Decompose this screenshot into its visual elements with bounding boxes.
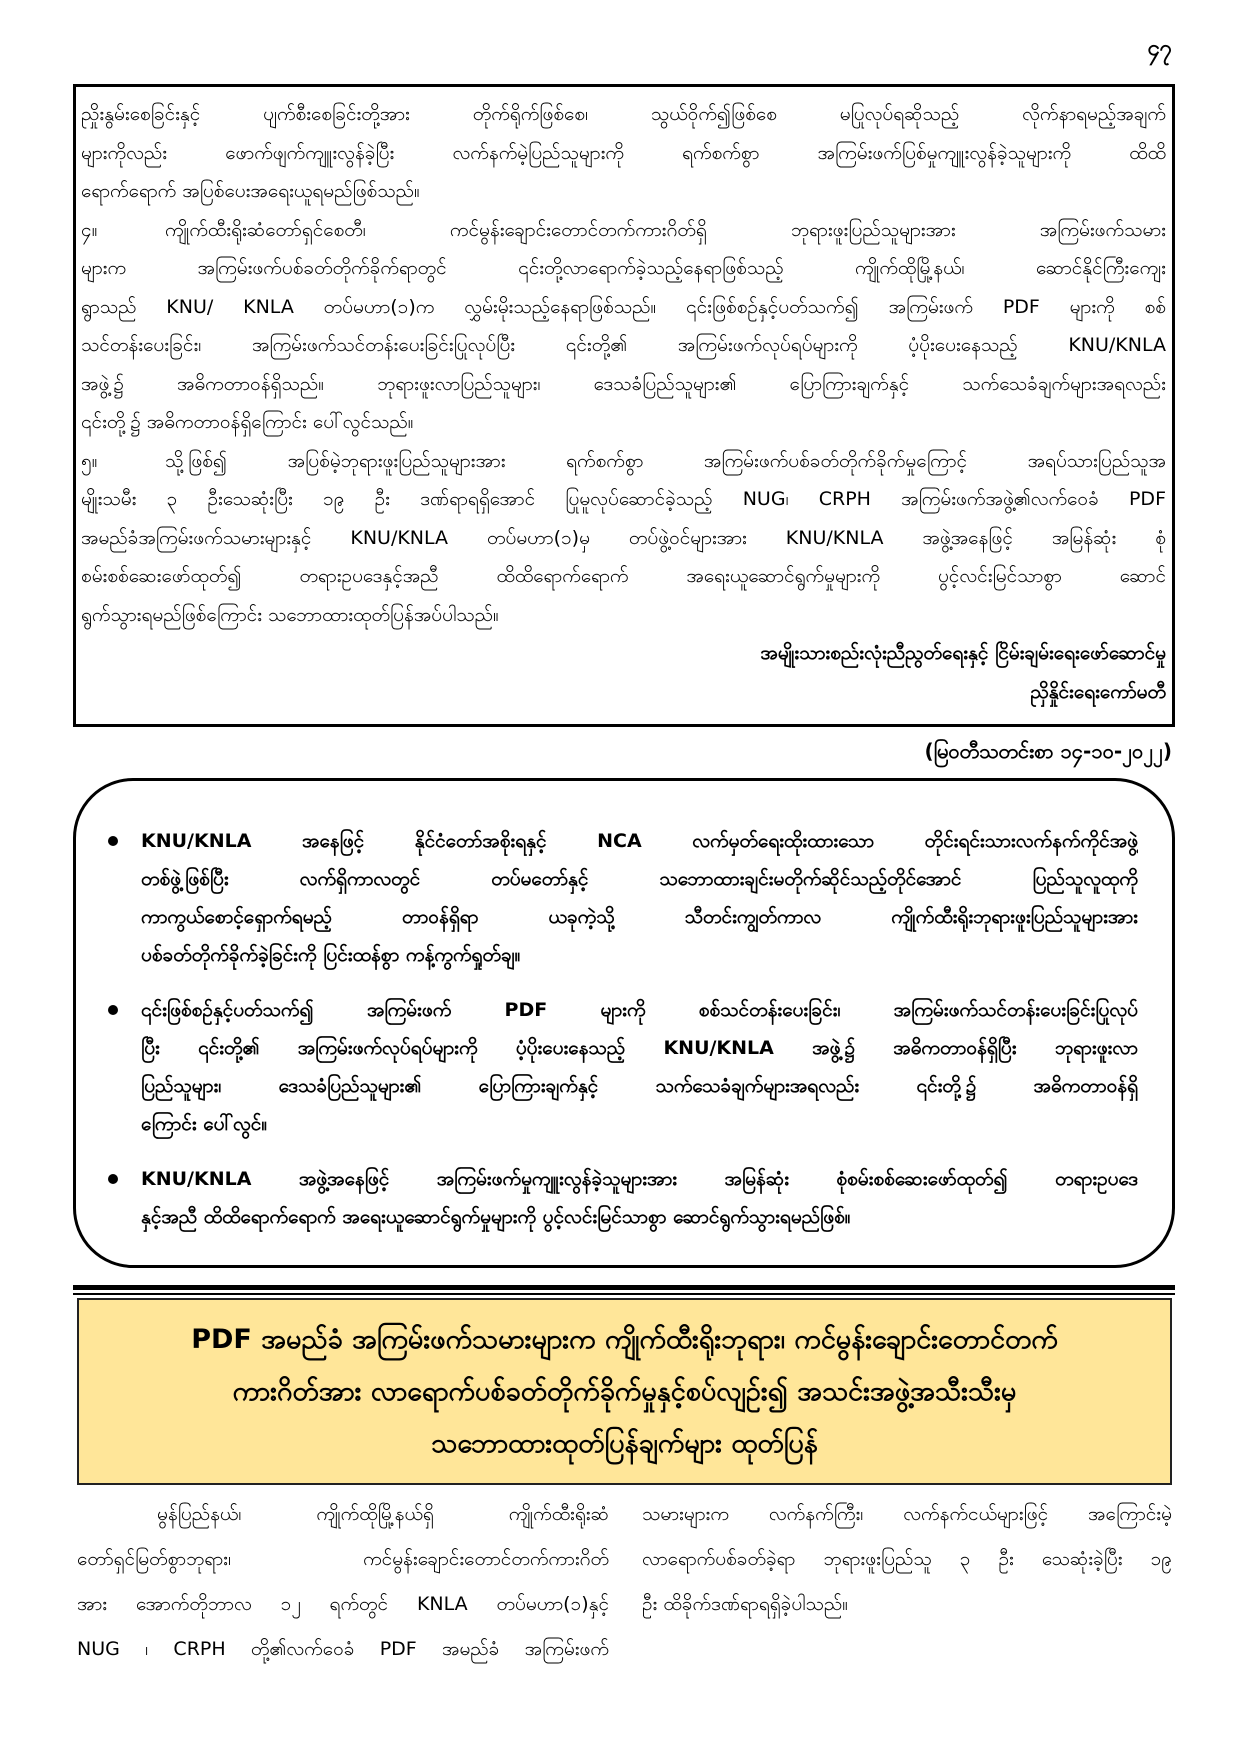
text-line: အမည်ခံအကြမ်းဖက်သမားများနှင့် KNU/KNLA တပ်မဟာ(၁)မှ တပ်ဖွဲ့ဝင်များအား KNU/KNLA အဖွဲ့အနေဖြင့် အမြန်ဆုံး စုံ — [81, 526, 1166, 549]
headline-line: ကားဂိတ်အား လာရောက်ပစ်ခတ်တိုက်ခိုက်မှုနှင့်စပ်လျဉ်း၍ အသင်းအဖွဲ့အသီးသီးမှ — [232, 1376, 1017, 1407]
statement-paragraph — [81, 211, 1166, 442]
article-line: မွန်ပြည်နယ်၊ ကျိုက်ထိုမြို့နယ်ရှိ ကျိုက်ထီးရိုးဆံ — [157, 1503, 609, 1525]
bullet-icon — [108, 1005, 118, 1015]
summary-bullet — [141, 1160, 1138, 1236]
bullet-text-line: ၎င်းဖြစ်စဉ်နှင့်ပတ်သက်၍ အကြမ်းဖက် PDF များကို စစ်သင်တန်းပေးခြင်း၊ အကြမ်းဖက်သင်တန်းပေးခြင်းပြုလုပ် — [141, 999, 1138, 1021]
source-citation: (မြဝတီသတင်းစာ ၁၄-၁၀-၂၀၂၂) — [924, 739, 1172, 763]
bullet-text-line: ပြီး ၎င်းတို့၏ အကြမ်းဖက်လုပ်ရပ်များကို ပံ့ပိုးပေးနေသည့် KNU/KNLA အဖွဲ့၌ အဓိကတာဝန်ရှိပြီး ဘုရားဖူးလာ — [141, 1037, 1138, 1059]
signature-line: အမျိုးသားစည်းလုံးညီညွတ်ရေးနှင့် ငြိမ်းချမ်းရေးဖော်ဆောင်မှု — [760, 642, 1166, 664]
bullet-text-line: KNU/KNLA အနေဖြင့် နိုင်ငံတော်အစိုးရနှင့် NCA လက်မှတ်ရေးထိုးထားသော တိုင်းရင်းသားလက်နက်ကိုင်အဖွဲ့ — [141, 830, 1138, 852]
statement-paragraph — [81, 442, 1166, 635]
bullet-text-line: ကာကွယ်စောင့်ရှောက်ရမည့် တာဝန်ရှိရာ ယခုကဲ့သို့ သီတင်းကျွတ်ကာလ ကျိုက်ထီးရိုးဘုရားဖူးပြည်သူများအား — [141, 906, 1138, 928]
headline-box — [77, 1298, 1172, 1485]
statement-paragraph — [81, 95, 1166, 211]
text-line: များကိုလည်း ဖောက်ဖျက်ကျူးလွန်ခဲ့ပြီး လက်နက်မဲ့ပြည်သူများကို ရက်စက်စွာ အကြမ်းဖက်ပြစ်မှုကျူးလွန်ခဲ့သူများကို ထိထိ — [81, 141, 1166, 164]
summary-bullet — [141, 822, 1138, 974]
text-line: ရွက်သွားရမည်ဖြစ်ကြောင်း သဘောထားထုတ်ပြန်အပ်ပါသည်။ — [81, 603, 499, 626]
bullet-text-line: ပြည်သူများ၊ ဒေသခံပြည်သူများ၏ ပြောကြားချက်နှင့် သက်သေခံချက်များအရလည်း ၎င်းတို့၌ အဓိကတာဝန်ရှိ — [141, 1075, 1138, 1097]
text-line — [81, 442, 1166, 481]
signature-block — [81, 634, 1166, 711]
bullet-text-line: နှင့်အညီ ထိထိရောက်ရောက် အရေးယူဆောင်ရွက်မှုများကို ပွင့်လင်းမြင်သာစွာ ဆောင်ရွက်သွားရမည်ဖြစ်။ — [141, 1206, 851, 1228]
text-line: ၎င်းတို့၌ အဓိကတာဝန်ရှိကြောင်း ပေါ်လွင်သည်။ — [81, 411, 414, 433]
bullet-text-line: KNU/KNLA အဖွဲ့အနေဖြင့် အကြမ်းဖက်မှုကျူးလွန်ခဲ့သူများအား အမြန်ဆုံး စုံစမ်းစစ်ဆေးဖော်ထုတ်၍ တရားဥပဒေ — [141, 1168, 1138, 1190]
text-line: ရွာသည် KNU/ KNLA တပ်မဟာ(၁)က လွှမ်းမိုးသည့်နေရာဖြစ်သည်။ ၎င်းဖြစ်စဉ်နှင့်ပတ်သက်၍ အကြမ်းဖက် PDF များကို စစ် — [81, 295, 1166, 318]
article-line: NUG ၊ CRPH တို့၏လက်ဝေခံ PDF အမည်ခံ အကြမ်းဖက် — [77, 1638, 609, 1660]
text-line: သင်တန်းပေးခြင်း၊ အကြမ်းဖက်သင်တန်းပေးခြင်းပြုလုပ်ပြီး ၎င်းတို့၏ အကြမ်းဖက်လုပ်ရပ်များကို ပံ့ပိုးပေးနေသည့် KNU/KNLA — [81, 334, 1166, 356]
text-line: ရောက်ရောက် အပြစ်ပေးအရေးယူရမည်ဖြစ်သည်။ — [81, 180, 420, 202]
paragraph-number: ၅။ — [81, 449, 98, 472]
bullet-text-line: ကြောင်း ပေါ်လွင်။ — [141, 1113, 268, 1135]
article-line: အား အောက်တိုဘာလ ၁၂ ရက်တွင် KNLA တပ်မဟာ(၁)နှင့် — [77, 1593, 609, 1615]
text-line-content: သို့ဖြစ်၍ အပြစ်မဲ့ဘုရားဖူးပြည်သူများအား ရက်စက်စွာ အကြမ်းဖက်ပစ်ခတ်တိုက်ခိုက်မှုကြောင့် အရပ်သားပြည်သူအ — [165, 449, 1166, 472]
text-line: အဖွဲ့၌ အဓိကတာဝန်ရှိသည်။ ဘုရားဖူးလာပြည်သူများ၊ ဒေသခံပြည်သူများ၏ ပြောကြားချက်နှင့် သက်သေခံချက်များအရလည်း — [81, 372, 1166, 395]
text-line: များက အကြမ်းဖက်ပစ်ခတ်တိုက်ခိုက်ရာတွင် ၎င်းတို့လာရောက်ခဲ့သည့်နေရာဖြစ်သည့် ကျိုက်ထိုမြို့နယ်၊ ဆောင်နိုင်ကြီးကျေး — [81, 257, 1166, 279]
bullet-icon — [108, 1174, 118, 1184]
summary-bullet — [141, 991, 1138, 1143]
summary-box — [73, 778, 1175, 1268]
text-line: ညှိုးနွမ်းစေခြင်းနှင့် ပျက်စီးစေခြင်းတို့အား တိုက်ရိုက်ဖြစ်စေ၊ သွယ်ဝိုက်၍ဖြစ်စေ မပြုလုပ်ရဆိုသည့် လိုက်နာရမည့်အချက် — [81, 103, 1166, 125]
bullet-icon — [108, 836, 118, 846]
text-line: မျိုးသမီး ၃ ဦးသေဆုံးပြီး ၁၉ ဦး ဒဏ်ရာရရှိအောင် ပြုမူလုပ်ဆောင်ခဲ့သည့် NUG၊ CRPH အကြမ်းဖက်အဖွဲ့၏လက်ဝေခံ PDF — [81, 488, 1166, 510]
page-number: ၄၇ — [1147, 36, 1172, 61]
text-line: စမ်းစစ်ဆေးဖော်ထုတ်၍ တရားဥပဒေနှင့်အညီ ထိထိရောက်ရောက် အရေးယူဆောင်ရွက်မှုများကို ပွင့်လင်းမြင်သာစွာ ဆောင် — [81, 565, 1166, 587]
text-line-content: ကျိုက်ထီးရိုးဆံတော်ရှင်စေတီ၊ ကင်မွန်းချောင်းတောင်တက်ကားဂိတ်ရှိ ဘုရားဖူးပြည်သူများအား အကြမ်းဖက်သမား — [165, 218, 1166, 241]
bullet-text-line: ပစ်ခတ်တိုက်ခိုက်ခဲ့ခြင်းကို ပြင်းထန်စွာ ကန့်ကွက်ရှုတ်ချ။ — [141, 944, 521, 966]
headline-line: သဘောထားထုတ်ပြန်ချက်များ ထုတ်ပြန် — [431, 1428, 818, 1459]
article-column-right — [642, 1492, 1172, 1692]
statement-box — [73, 84, 1175, 727]
section-divider-thick — [73, 1285, 1175, 1290]
signature-line: ညှိနှိုင်းရေးကော်မတီ — [1030, 680, 1166, 703]
article-line: တော်ရှင်မြတ်စွာဘုရား၊ ကင်မွန်းချောင်းတောင်တက်ကားဂိတ် — [77, 1548, 609, 1570]
section-divider-thin — [73, 1293, 1175, 1295]
article-line: သမားများက လက်နက်ကြီး၊ လက်နက်ငယ်များဖြင့် အကြောင်းမဲ့ — [642, 1503, 1172, 1525]
paragraph-number: ၄။ — [81, 218, 98, 241]
article-line: ဦး ထိခိုက်ဒဏ်ရာရရှိခဲ့ပါသည်။ — [642, 1593, 848, 1615]
text-line — [81, 211, 1166, 250]
bullet-text-line: တစ်ဖွဲ့ဖြစ်ပြီး လက်ရှိကာလတွင် တပ်မတော်နှင့် သဘောထားချင်းမတိုက်ဆိုင်သည့်တိုင်အောင် ပြည်သူလူထုကို — [141, 868, 1138, 890]
article-line: လာရောက်ပစ်ခတ်ခဲ့ရာ ဘုရားဖူးပြည်သူ ၃ ဦး သေဆုံးခဲ့ပြီး ၁၉ — [642, 1548, 1172, 1570]
article-column-left — [77, 1492, 609, 1692]
headline-line: PDF အမည်ခံ အကြမ်းဖက်သမားများက ကျိုက်ထီးရိုးဘုရား၊ ကင်မွန်းချောင်းတောင်တက် — [191, 1324, 1058, 1355]
